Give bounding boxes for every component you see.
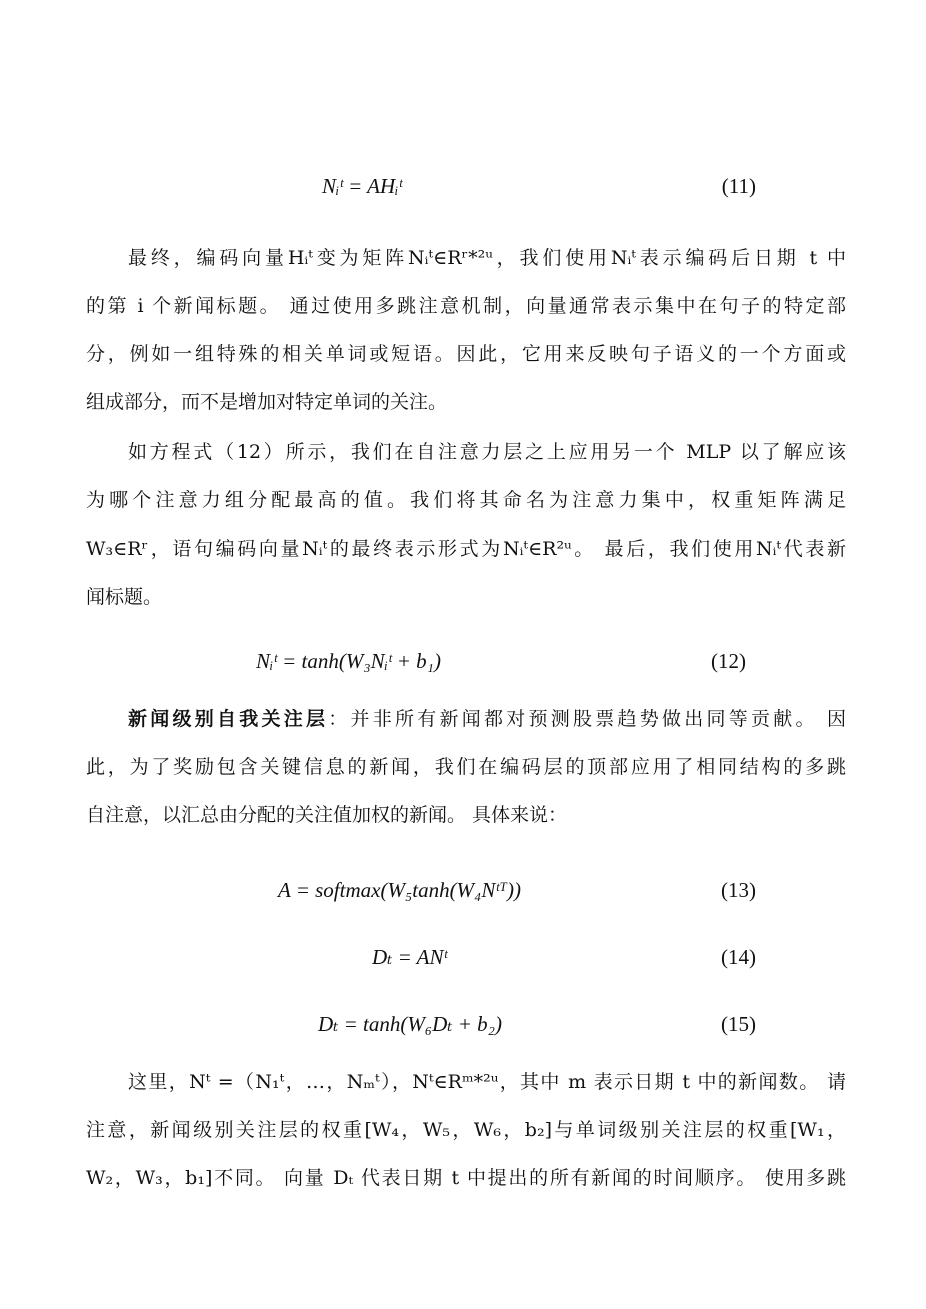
paragraph-3-line-2: 此，为了奖励包含关键信息的新闻，我们在编码层的顶部应用了相同结构的多跳	[86, 756, 846, 778]
paragraph-1-line-1: 最终，编码向量Hᵢᵗ变为矩阵Nᵢᵗ∈Rʳ*²ᵘ，我们使用Nᵢᵗ表示编码后日期 t 中	[128, 247, 846, 269]
section-heading-news-level-attention: 新闻级别自我关注层	[128, 708, 329, 730]
paragraph-4-line-1: 这里，Nᵗ =（N₁ᵗ，…，Nₘᵗ），Nᵗ∈Rᵐ*²ᵘ，其中 m 表示日期 t 中的新闻数。 请	[128, 1071, 846, 1093]
paragraph-4-line-2: 注意，新闻级别关注层的权重[W₄，W₅，W₆，b₂]与单词级别关注层的权重[W₁，	[86, 1119, 846, 1141]
paragraph-3-line-3: 自注意，以汇总由分配的关注值加权的新闻。 具体来说：	[86, 804, 568, 826]
paragraph-2-line-2: 为哪个注意力组分配最高的值。我们将其命名为注意力集中，权重矩阵满足	[86, 489, 846, 511]
equation-14-formula: Dₜ = ANᵗ	[372, 945, 447, 969]
paragraph-1-line-3: 分，例如一组特殊的相关单词或短语。因此，它用来反映句子语义的一个方面或	[86, 343, 846, 365]
paragraph-4-line-3: W₂，W₃，b₁]不同。 向量 Dₜ 代表日期 t 中提出的所有新闻的时间顺序。 使用多跳	[86, 1167, 846, 1189]
equation-13-formula: A = softmax(W₅tanh(W₄Nᵗᵀ))	[278, 878, 521, 902]
paragraph-3-line-1-text: ：并非所有新闻都对预测股票趋势做出同等贡献。 因	[328, 708, 846, 730]
equation-11-number: (11)	[721, 174, 756, 198]
equation-12	[0, 645, 926, 681]
equation-14-number: (14)	[721, 945, 756, 969]
equation-13	[0, 874, 926, 910]
equation-14	[0, 941, 926, 977]
equation-13-number: (13)	[721, 878, 756, 902]
equation-15-formula: Dₜ = tanh(W₆Dₜ + b₂)	[318, 1012, 502, 1036]
paragraph-3-line-1	[128, 703, 846, 735]
paragraph-2-line-1: 如方程式（12）所示，我们在自注意力层之上应用另一个 MLP 以了解应该	[128, 441, 846, 463]
equation-11	[0, 170, 926, 206]
equation-11-formula: Nᵢᵗ = AHᵢᵗ	[322, 174, 402, 198]
equation-15	[0, 1008, 926, 1044]
equation-12-number: (12)	[711, 649, 746, 673]
paragraph-1-line-2: 的第 i 个新闻标题。 通过使用多跳注意机制，向量通常表示集中在句子的特定部	[86, 295, 846, 317]
paragraph-2-line-4: 闻标题。	[86, 586, 163, 608]
paragraph-1-line-4: 组成部分，而不是增加对特定单词的关注。	[86, 391, 448, 413]
paragraph-2-line-3: W₃∈Rʳ，语句编码向量Nᵢᵗ的最终表示形式为Nᵢᵗ∈R²ᵘ。 最后，我们使用Nᵢᵗ代表新	[86, 538, 846, 560]
equation-15-number: (15)	[721, 1012, 756, 1036]
equation-12-formula: Nᵢᵗ = tanh(W₃Nᵢᵗ + b₁)	[256, 649, 441, 673]
